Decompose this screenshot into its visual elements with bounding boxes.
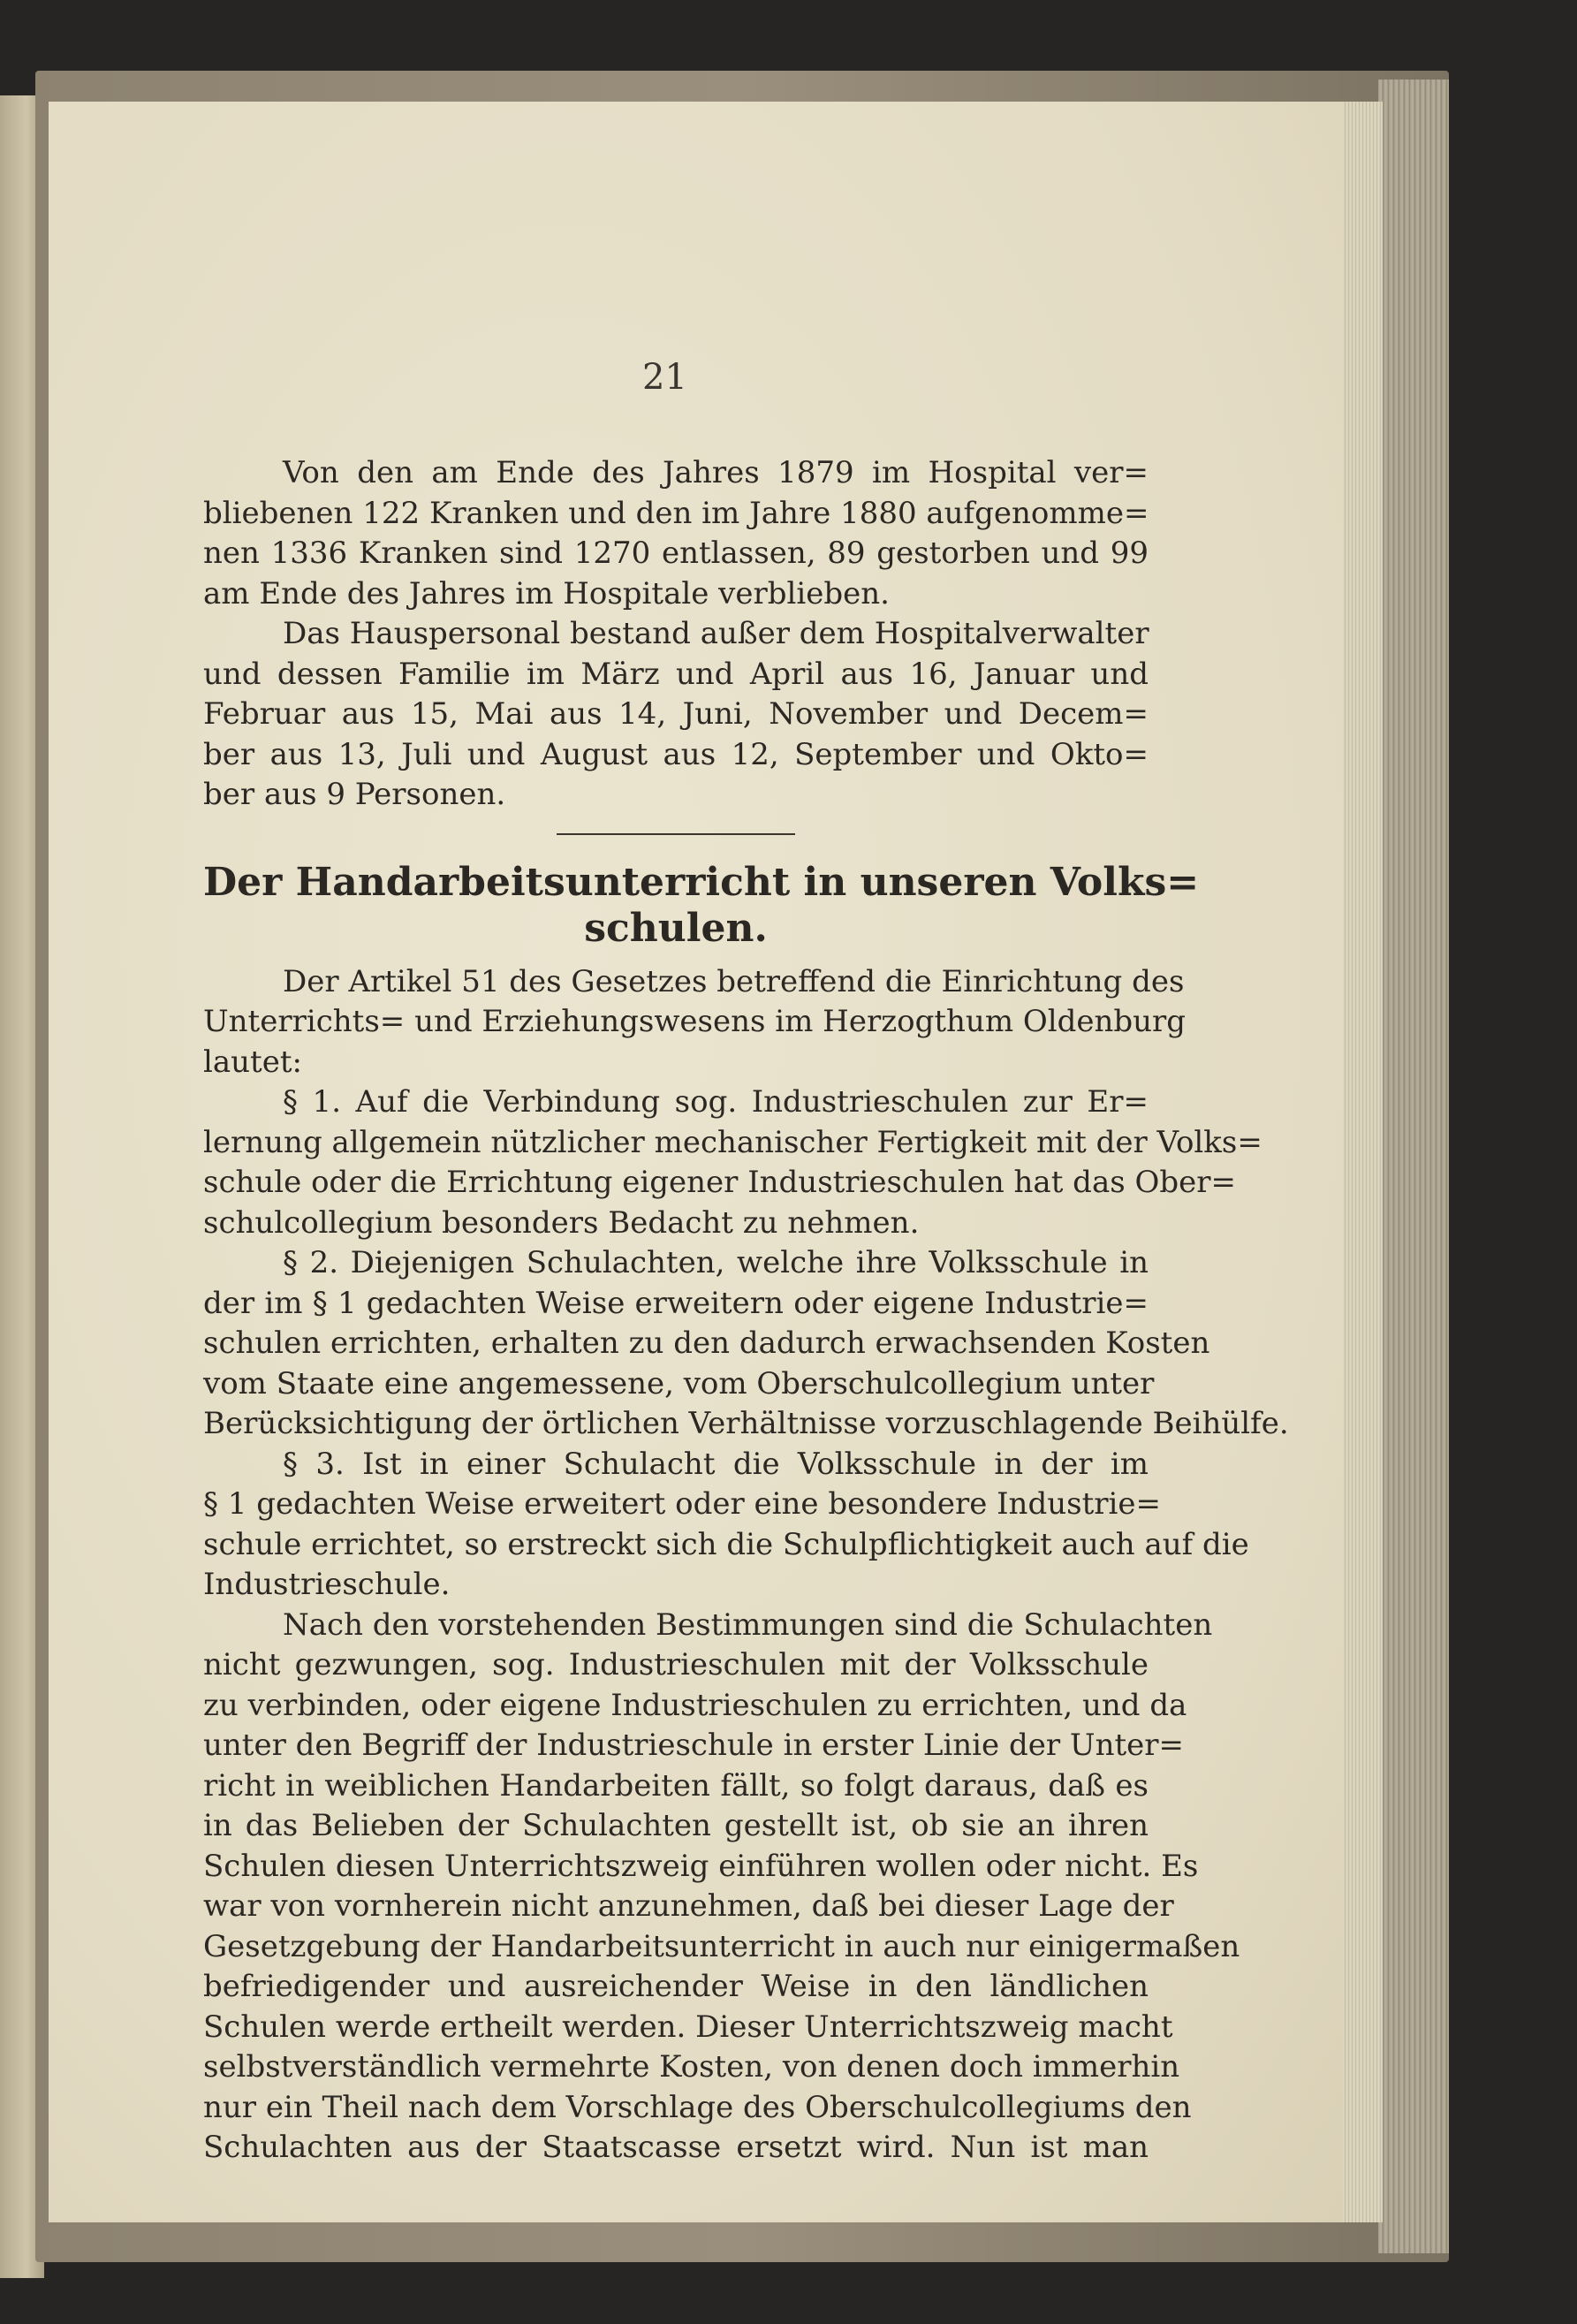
text-line: ber aus 13, Juli und August aus 12, September und Okto= (203, 736, 1149, 772)
section-heading (203, 859, 1200, 952)
text-line: vom Staate eine angemessene, vom Oberschulcollegium unter (203, 1365, 1155, 1401)
text-line: zu verbinden, oder eigene Industrieschulen zu errichten, und da (203, 1687, 1187, 1723)
text-line: ber aus 9 Personen. (203, 777, 506, 812)
book-page (49, 102, 1343, 2222)
paragraph-section-3 (203, 1445, 1249, 1606)
text-line: Berücksichtigung der örtlichen Verhältnisse vorzuschlagende Beihülfe. (203, 1406, 1289, 1441)
page-edges (1338, 102, 1383, 2222)
heading-line: Der Handarbeitsunterricht in unseren Volks= (203, 859, 1200, 905)
paragraph-article-51 (203, 962, 1187, 1083)
text-line: schule errichtet, so erstreckt sich die Schulpflichtigkeit auch auf die (203, 1526, 1249, 1562)
text-line: richt in weiblichen Handarbeiten fällt, so folgt daraus, daß es (203, 1767, 1149, 1804)
text-line: nur ein Theil nach dem Vorschlage des Oberschulcollegiums den (203, 2089, 1192, 2125)
text-line: selbstverständlich vermehrte Kosten, von denen doch immerhin (203, 2049, 1180, 2085)
text-line: schule oder die Errichtung eigener Industrieschulen hat das Ober= (203, 1165, 1236, 1200)
text-line: am Ende des Jahres im Hospitale verblieben. (203, 575, 890, 611)
paragraph-house-staff (203, 614, 1149, 816)
text-line: schulen errichten, erhalten zu den dadurch erwachsenden Kosten (203, 1325, 1210, 1361)
heading-line: schulen. (584, 905, 768, 951)
text-line: § 1 gedachten Weise erweitert oder eine besondere Industrie= (203, 1486, 1161, 1522)
text-line: Schulachten aus der Staatscasse ersetzt wird. Nun ist man (203, 2130, 1149, 2165)
text-line: lernung allgemein nützlicher mechanischer Fertigkeit mit der Volks= (203, 1124, 1262, 1160)
text-line: in das Belieben der Schulachten gestellt ist, ob sie an ihren (203, 1808, 1149, 1843)
text-line: Von den am Ende des Jahres 1879 im Hospital ver= (283, 455, 1149, 490)
text-line: lautet: (203, 1044, 302, 1080)
text-line: § 2. Diejenigen Schulachten, welche ihre Volksschule in (283, 1245, 1149, 1280)
text-line: Unterrichts= und Erziehungswesens im Herzogthum Oldenburg (203, 1004, 1187, 1039)
text-line: nen 1336 Kranken sind 1270 entlassen, 89 gestorben und 99 (203, 535, 1149, 571)
book-board-edge (1378, 80, 1449, 2253)
text-line: Schulen diesen Unterrichtszweig einführen wollen oder nicht. Es (203, 1848, 1199, 1884)
paragraph-discussion (203, 1606, 1240, 2168)
paragraph-section-1 (203, 1082, 1262, 1243)
text-line: war von vornherein nicht anzunehmen, daß bei dieser Lage der (203, 1888, 1174, 1924)
text-line: und dessen Familie im März und April aus 16, Januar und (203, 656, 1149, 692)
text-line: § 1. Auf die Verbindung sog. Industrieschulen zur Er= (283, 1084, 1149, 1120)
text-line: schulcollegium besonders Bedacht zu nehmen. (203, 1204, 920, 1241)
page-number: 21 (642, 357, 687, 398)
text-line: der im § 1 gedachten Weise erweitern oder eigene Industrie= (203, 1285, 1149, 1321)
paragraph-hospital-patients (203, 453, 1149, 614)
page-text-block (203, 357, 1289, 2168)
text-line: Schulen werde ertheilt werden. Dieser Unterrichtszweig macht (203, 2009, 1173, 2045)
text-line: Februar aus 15, Mai aus 14, Juni, November und Decem= (203, 696, 1149, 732)
text-line: befriedigender und ausreichender Weise in den ländlichen (203, 1969, 1149, 2004)
paragraph-section-2 (203, 1243, 1289, 1445)
text-line: unter den Begriff der Industrieschule in erster Linie der Unter= (203, 1728, 1184, 1763)
text-line: Industrieschule. (203, 1567, 451, 1602)
text-line: nicht gezwungen, sog. Industrieschulen mit der Volksschule (203, 1647, 1149, 1682)
text-line: § 3. Ist in einer Schulacht die Volksschule in der im (283, 1446, 1149, 1482)
section-divider (557, 833, 795, 835)
text-line: Nach den vorstehenden Bestimmungen sind die Schulachten (283, 1606, 1213, 1643)
text-line: Gesetzgebung der Handarbeitsunterricht in auch nur einigermaßen (203, 1928, 1240, 1964)
text-line: Der Artikel 51 des Gesetzes betreffend die Einrichtung des (283, 963, 1185, 999)
text-line: Das Hauspersonal bestand außer dem Hospitalverwalter (283, 616, 1149, 651)
text-line: bliebenen 122 Kranken und den im Jahre 1880 aufgenomme= (203, 495, 1149, 531)
